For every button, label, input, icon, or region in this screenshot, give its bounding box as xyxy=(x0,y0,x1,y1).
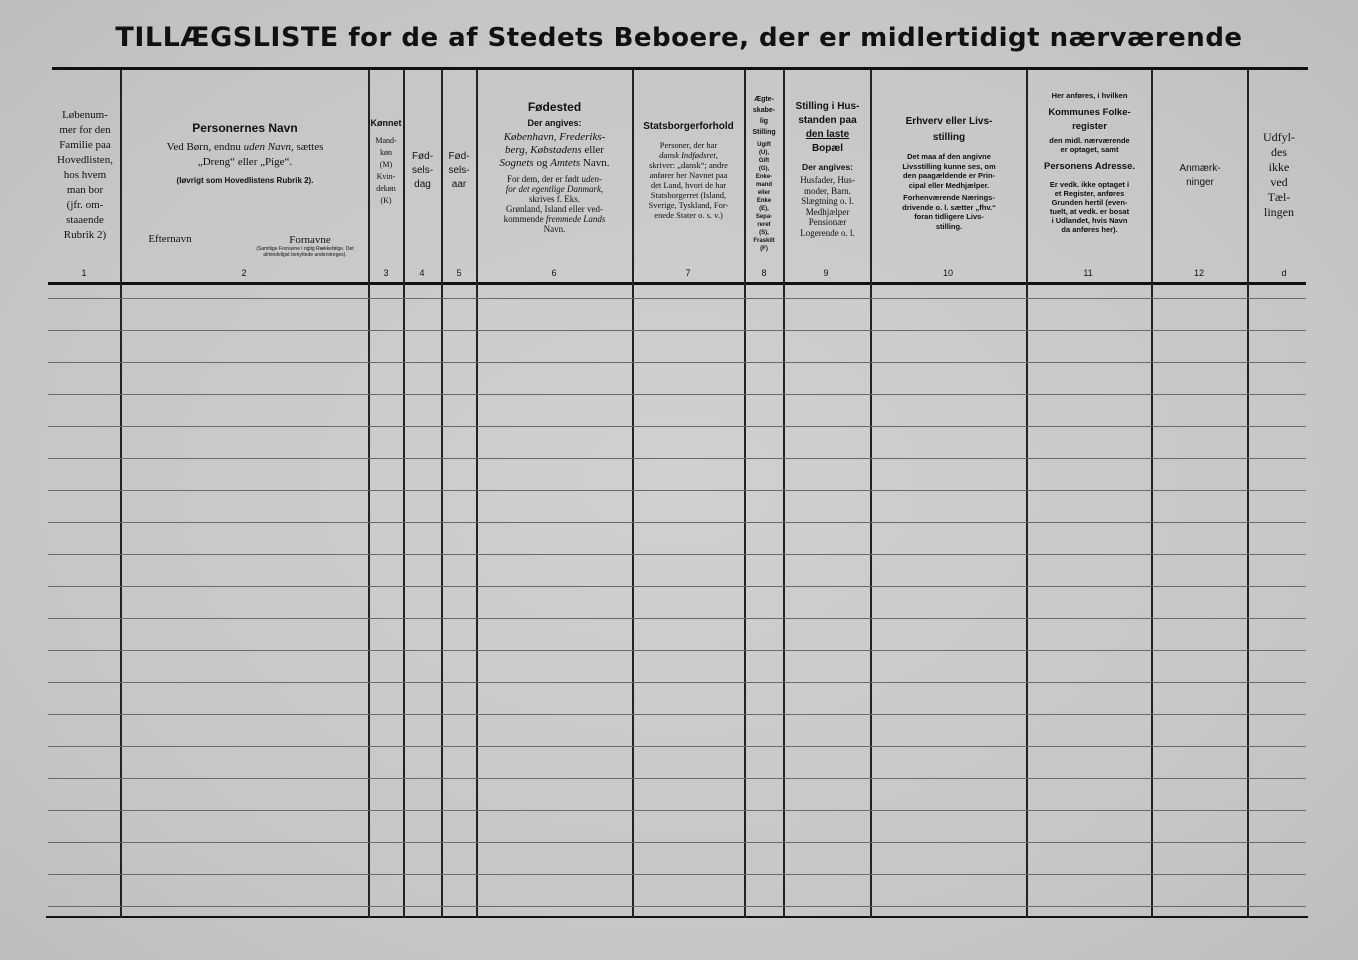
bottom-rule xyxy=(46,916,1308,918)
form-title-rest: for de af Stedets Beboere, der er midlertidigt nærværende xyxy=(348,23,1243,53)
col9-line: moder, Barn. xyxy=(804,185,851,196)
col-number: 11 xyxy=(1083,268,1093,278)
col-number: 4 xyxy=(419,268,425,278)
col1-line: (jfr. om- xyxy=(66,199,104,211)
col11-line: da anføres her). xyxy=(1061,225,1118,234)
col-d-header xyxy=(1249,130,1309,220)
col11-heading-line: register xyxy=(1072,121,1107,132)
col9-line: Logerende o. l. xyxy=(800,227,855,238)
col3-line: Kvin- xyxy=(376,172,396,181)
col8-heading-line: skabe- xyxy=(752,107,776,114)
col6-header xyxy=(478,100,631,234)
col7-line: enede Stater o. s. v.) xyxy=(654,210,723,220)
col7-line: dansk Indfødsret, xyxy=(659,150,718,160)
col6-italic2: berg, Købstadens xyxy=(505,144,582,156)
col2-sub-note: (Samtlige Fornavne i rigtig Rækkefølge. Det almindeligst benyttede understreges). xyxy=(256,246,354,258)
col-number: 5 xyxy=(456,268,462,278)
col12-heading-line: Anmærk- xyxy=(1179,163,1221,174)
col5-line: aar xyxy=(451,179,467,190)
col6-p3d: Navn. xyxy=(543,224,566,234)
col5-line: sels- xyxy=(448,165,470,176)
col11-mid-line: den midl. nærværende xyxy=(1049,136,1130,145)
col10-heading-line: stilling xyxy=(932,132,966,143)
col1-header xyxy=(50,108,120,243)
col10-line: cipal eller Medhjælper. xyxy=(908,180,990,190)
col9-line: Husfader, Hus- xyxy=(800,175,855,185)
col-number: d xyxy=(1281,268,1287,278)
col8-line: Gift xyxy=(758,158,770,164)
table-row-line xyxy=(48,682,1306,683)
col-d-line: des xyxy=(1271,145,1287,159)
table-row-line xyxy=(48,426,1306,427)
col6-p2b: uden- xyxy=(581,174,602,184)
col11-heading2: Personens Adresse. xyxy=(1044,161,1135,172)
col1-line: Familie paa xyxy=(59,139,111,151)
col3-line: køn xyxy=(380,148,392,157)
col6-t3d: Navn. xyxy=(582,157,610,169)
col6-p2a: For dem, der er født xyxy=(507,174,580,184)
col8-line: mand xyxy=(755,182,772,188)
col2-sub-right: Fornavne xyxy=(289,234,331,246)
col10-line: Livsstilling kunne ses, om xyxy=(902,161,996,171)
col8-line: (F) xyxy=(760,246,768,252)
col-number: 1 xyxy=(81,268,87,278)
col7-line: Sverige, Tyskland, For- xyxy=(648,200,729,210)
col6-italic1: København, Frederiks- xyxy=(503,131,606,143)
col6-p3c: fremmede Lands xyxy=(545,214,606,224)
form-title xyxy=(0,22,1358,53)
col5-line: Fød- xyxy=(448,151,470,162)
col7-line: Personer, der har xyxy=(659,140,718,150)
col10-line: Forhenværende Nærings- xyxy=(903,193,995,202)
col1-line: Løbenum- xyxy=(62,109,108,121)
col8-line: (U), xyxy=(759,150,769,156)
col-number: 7 xyxy=(685,268,691,278)
col4-line: dag xyxy=(414,179,431,190)
col10-line: Det maa af den angivne xyxy=(907,152,991,161)
table-row-line xyxy=(48,522,1306,523)
table-row-line xyxy=(48,906,1306,907)
col2-text1: Ved Børn, endnu xyxy=(166,141,241,153)
col2-text2: „Dreng“ eller „Pige“. xyxy=(197,156,293,168)
col10-line: stilling. xyxy=(935,221,963,231)
col1-line: staaende xyxy=(66,214,104,226)
col1-line: Rubrik 2) xyxy=(63,229,107,241)
col8-line: Fraskilt xyxy=(753,238,775,244)
col9-line: Slægtning o. l. xyxy=(801,196,854,206)
col11-line: Grunden hertil (even- xyxy=(1051,198,1128,207)
table-row-line xyxy=(48,586,1306,587)
col1-line: mer for den xyxy=(59,124,111,136)
col3-line: Mand- xyxy=(375,136,397,145)
col8-header xyxy=(745,94,783,253)
col8-line: eller xyxy=(757,190,771,196)
form-title-lead: TILLÆGSLISTE xyxy=(115,22,339,53)
col8-heading-line: lig xyxy=(759,118,769,125)
col2-note: (Iøvrigt som Hovedlistens Rubrik 2). xyxy=(176,176,314,185)
col11-header xyxy=(1028,90,1151,234)
col11-heading-line: Kommunes Folke- xyxy=(1048,107,1131,118)
col7-line: det Land, hvori de har xyxy=(650,180,727,190)
table-row-line xyxy=(48,490,1306,491)
col2-sub-left: Efternavn xyxy=(148,233,192,245)
col8-line: Enke- xyxy=(755,174,773,180)
col4-line: Fød- xyxy=(411,151,434,162)
col-number: 12 xyxy=(1193,268,1204,278)
col11-line: Er vedk. ikke optaget i xyxy=(1049,180,1130,189)
col-divider xyxy=(403,70,405,918)
col-divider xyxy=(1151,70,1153,918)
col4-header xyxy=(404,150,441,192)
table-row-line xyxy=(48,778,1306,779)
col6-italic3: Sognets xyxy=(499,157,534,169)
col-d-line: ved xyxy=(1270,175,1288,189)
col2-text1b: sættes xyxy=(296,141,324,153)
table-row-line xyxy=(48,298,1306,299)
col7-heading: Statsborgerforhold xyxy=(643,121,734,132)
col-divider xyxy=(120,70,122,918)
col10-line: foran tidligere Livs- xyxy=(914,212,984,221)
col1-line: hos hvem xyxy=(63,169,107,181)
col6-p3b: kommende xyxy=(503,214,544,224)
table-row-line xyxy=(48,810,1306,811)
table-row-line xyxy=(48,458,1306,459)
col12-heading-line: ninger xyxy=(1186,177,1214,188)
col9-heading-line: standen paa xyxy=(798,115,857,126)
col-divider xyxy=(441,70,443,918)
header-bottom-rule xyxy=(48,282,1306,285)
col3-header xyxy=(369,117,403,207)
col-number: 10 xyxy=(942,268,953,278)
col5-header xyxy=(442,150,476,192)
table-row-line xyxy=(48,618,1306,619)
col6-sub: Der angives: xyxy=(527,118,582,128)
col9-header xyxy=(785,100,870,238)
col8-line: Ugift xyxy=(757,142,771,148)
col6-p2d: skrives f. Eks. xyxy=(529,194,580,204)
col6-heading: Fødested xyxy=(527,100,582,114)
table-row-line xyxy=(48,746,1306,747)
col11-top: Her anføres, i hvilken xyxy=(1051,91,1128,100)
table-row-line xyxy=(48,394,1306,395)
col2-header xyxy=(124,120,366,186)
col7-line: Statsborgerret (Island, xyxy=(650,190,727,200)
col8-line: (S), xyxy=(759,230,769,236)
col8-line: (E), xyxy=(759,206,769,212)
col9-line: Pensionær xyxy=(808,217,847,227)
col10-line: drivende o. l. sætter „fhv.“ xyxy=(902,202,996,212)
col6-p3a: Grønland, Island eller ved- xyxy=(506,204,603,214)
col11-line: i Udlandet, hvis Navn xyxy=(1051,216,1128,225)
col3-line: (K) xyxy=(380,196,392,205)
col-number: 9 xyxy=(823,268,829,278)
col6-p2c: for det egentlige Danmark, xyxy=(505,184,604,194)
col-d-line: ikke xyxy=(1268,160,1290,174)
col7-line: anfører her Navnet paa xyxy=(649,170,728,180)
col1-line: man bor xyxy=(66,184,104,196)
table-row-line xyxy=(48,650,1306,651)
table-row-line xyxy=(48,714,1306,715)
col12-header xyxy=(1153,162,1247,190)
table-row-line xyxy=(48,554,1306,555)
top-rule xyxy=(52,67,1308,70)
col2-text1-italic: uden Navn, xyxy=(243,141,294,153)
col3-line: (M) xyxy=(379,160,393,169)
col8-line: reret xyxy=(757,222,771,228)
col10-line: den paagældende er Prin- xyxy=(902,171,996,180)
col-d-line: Udfyl- xyxy=(1263,130,1295,144)
col9-line: Medhjælper xyxy=(805,206,850,217)
col2-heading: Personernes Navn xyxy=(192,121,298,135)
table-row-line xyxy=(48,874,1306,875)
col6-t2b: eller xyxy=(584,144,604,156)
col9-heading-line: den laste xyxy=(805,129,850,140)
col3-line: dekøn xyxy=(376,184,396,193)
col11-line: et Register, anføres xyxy=(1054,189,1125,198)
col-d-line: lingen xyxy=(1264,205,1294,219)
col-number: 3 xyxy=(383,268,389,278)
col7-line: skriver: „dansk“; andre xyxy=(649,160,728,170)
col9-heading-line: Stilling i Hus- xyxy=(795,101,860,112)
col-number: 6 xyxy=(551,268,557,278)
table-row-line xyxy=(48,362,1306,363)
table-row-line xyxy=(48,842,1306,843)
col8-heading-line: Ægte- xyxy=(754,96,774,103)
col4-line: sels- xyxy=(411,165,434,176)
col8-line: (G), xyxy=(758,166,770,172)
col10-heading-line: Erhverv eller Livs- xyxy=(905,116,993,127)
col6-italic3c: Amtets xyxy=(550,157,581,169)
table-row-line xyxy=(48,330,1306,331)
col11-line: tuelt, at vedk. er bosat xyxy=(1049,207,1130,216)
col9-heading-line: Bopæl xyxy=(811,143,844,154)
col8-heading-line: Stilling xyxy=(752,129,776,136)
col8-line: Enke xyxy=(756,198,772,204)
col6-t3b: og xyxy=(536,157,548,169)
col-number: 8 xyxy=(761,268,767,278)
col11-mid-line: er optaget, samt xyxy=(1060,145,1119,154)
col1-line: Hovedlisten, xyxy=(57,154,113,166)
col8-line: Sepa- xyxy=(755,214,773,220)
col9-sub: Der angives: xyxy=(801,162,854,172)
col3-heading: Kønnet xyxy=(370,118,402,128)
col-d-line: Tæl- xyxy=(1267,190,1291,204)
col-number: 2 xyxy=(241,268,247,278)
col7-header xyxy=(633,120,744,220)
col10-header xyxy=(872,114,1026,231)
